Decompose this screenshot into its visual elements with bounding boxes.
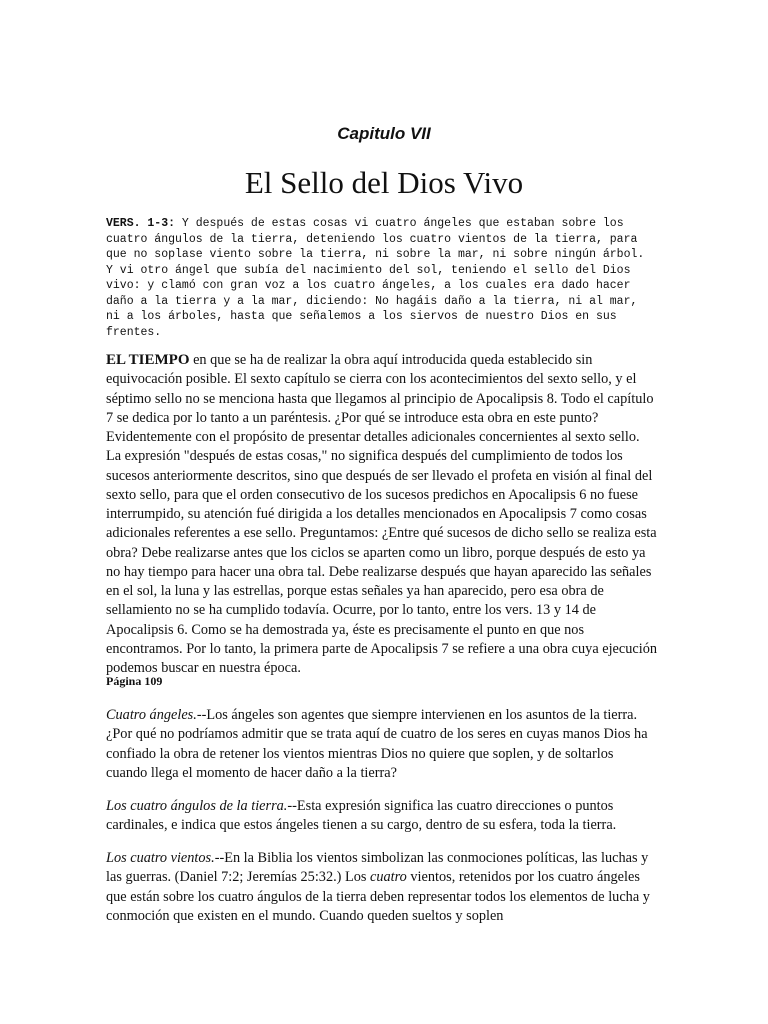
paragraph-cuatro-vientos	[106, 849, 658, 926]
paragraph-heading: Los cuatro vientos.	[106, 850, 215, 866]
paragraph-text: --Los ángeles son agentes que siempre intervienen en los asuntos de la tierra. ¿Por qué no podríamos admitir que se trata aquí de cuatro de los seres en cuyas manos Dios ha confiado la obra de retener los vientos mientras Dios no quiere que soplen, y de soltarlos cuando llega el momento de hacer daño a la tierra?	[106, 707, 648, 781]
verse-quote	[106, 216, 658, 340]
paragraph-el-tiempo	[106, 351, 658, 678]
verse-reference: VERS. 1-3:	[106, 217, 176, 230]
paragraph-text: vientos, retenidos por los cuatro ángeles que están sobre los cuatro ángulos de la tierra deben representar todos los elementos de lucha y conmoción que existen en el mundo. Cuando queden sueltos y soplen	[106, 869, 650, 924]
paragraph-heading: Los cuatro ángulos de la tierra.	[106, 798, 288, 814]
paragraph-text: --En la Biblia los vientos simbolizan las conmociones políticas, las luchas y las guerras. (Daniel 7:2; Jeremías 25:32.) Los	[106, 850, 649, 886]
paragraph-cuatro-angeles	[106, 706, 658, 783]
chapter-label: Capitulo VII	[337, 124, 431, 143]
page-number-label: Página 109	[106, 674, 163, 688]
paragraph-heading: Cuatro ángeles.	[106, 707, 197, 723]
page-title: El Sello del Dios Vivo	[244, 165, 524, 200]
paragraph-text: en que se ha de realizar la obra aquí introducida queda establecido sin equivocación posible. El sexto capítulo se cierra con los acontecimientos del sexto sello, y el séptimo sello no se menciona hasta que llegamos al principio de Apocalipsis 8. Todo el capítulo 7 se dedica por lo tanto a un paréntesis. ¿Por qué se introduce esta obra en este punto? Evidentemente con el propósito de presentar detalles adicionales concernientes al sexto sello. La expresión "después de estas cosas," no significa después del cumplimiento de todos los sucesos anteriormente descritos, sino que después de ser llevado el profeta en visión al final del sexto sello, para que el orden consecutivo de los sucesos predichos en Apocalipsis 6 no fuese interrumpido, su atención fué dirigida a los detalles mencionados en Apocalipsis 7 como cosas adicionales referentes a ese sello. Preguntamos: ¿Entre qué sucesos de dicho sello se realiza esta obra? Debe realizarse antes que los ciclos se aparten como un libro, porque después de esto ya no hay tiempo para hacer una obra tal. Debe realizarse después que hayan aparecido las señales en el sol, la luna y las estrellas, porque estas señales ya han aparecido, pero esa obra de sellamiento no se ha cumplido todavía. Ocurre, por lo tanto, entre los vers. 13 y 14 de Apocalipsis 6. Como se ha demostrada ya, éste es precisamente el punto en que nos encontramos. Por lo tanto, la primera parte de Apocalipsis 7 se refiere a una obra cuya ejecución podemos buscar en nuestra época.	[106, 352, 658, 676]
verse-text: Y después de estas cosas vi cuatro ángeles que estaban sobre los cuatro ángulos de la tierra, deteniendo los cuatro vientos de la tierra, para que no soplase viento sobre la tierra, ni sobre la mar, ni sobre ningún árbol. Y vi otro ángel que subía del nacimiento del sol, teniendo el sello del Dios vivo: y clamó con gran voz a los cuatro ángeles, a los cuales era dado hacer daño a la tierra y a la mar, diciendo: No hagáis daño a la tierra, ni al mar, ni a los árboles, hasta que señalemos a los siervos de nuestro Dios en sus frentes.	[106, 217, 645, 339]
paragraph-text: --Esta expresión significa las cuatro direcciones o puntos cardinales, e indica que estos ángeles tienen a su cargo, dentro de su esfera, toda la tierra.	[106, 798, 617, 834]
paragraph-lead: EL TIEMPO	[106, 352, 190, 368]
paragraph-emphasis: cuatro	[370, 869, 407, 886]
paragraph-cuatro-angulos	[106, 797, 658, 836]
